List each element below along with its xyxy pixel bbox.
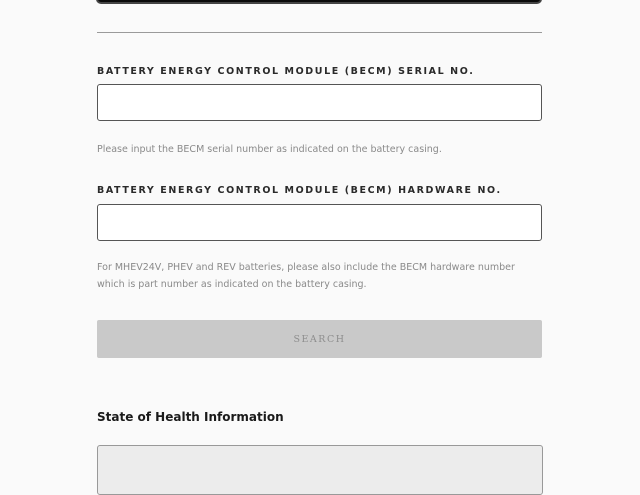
serial-help: Please input the BECM serial number as indicated on the battery casing. [97,144,442,155]
top-button[interactable] [96,0,542,4]
section-title: State of Health Information [97,410,284,424]
hardware-input[interactable] [97,204,542,241]
serial-label: BATTERY ENERGY CONTROL MODULE (BECM) SERIAL NO. [97,66,475,77]
divider [97,32,542,33]
serial-input[interactable] [97,84,542,121]
hardware-help: For MHEV24V, PHEV and REV batteries, please also include the BECM hardware number which is part number as indicated on the battery casing. [97,262,515,290]
search-button[interactable]: SEARCH [97,320,542,358]
state-of-health-field [97,445,543,495]
hardware-label: BATTERY ENERGY CONTROL MODULE (BECM) HARDWARE NO. [97,185,502,196]
